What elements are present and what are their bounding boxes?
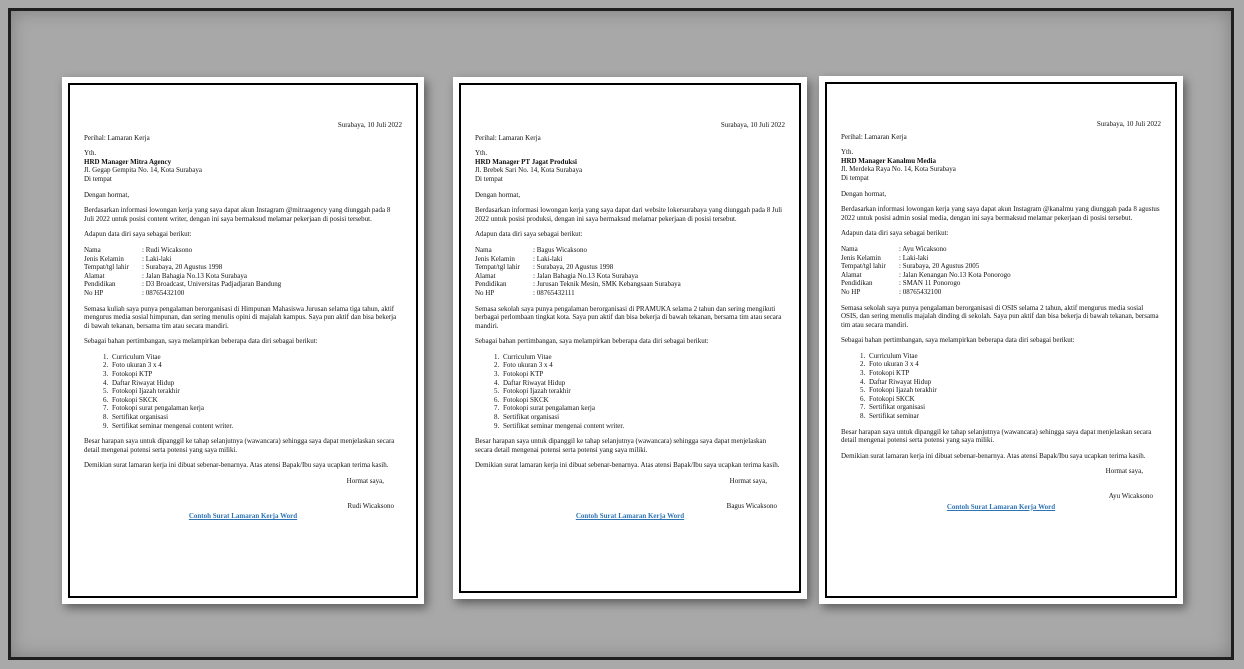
attachment-item: 8. Sertifikat organisasi: [501, 413, 785, 422]
attachment-item: 3. Fotokopi KTP: [501, 370, 785, 379]
experience-paragraph: Semasa sekolah saya punya pengalaman berorganisasi di PRAMUKA selama 2 tahun dan sering mengikuti berbagai perlombaan tingkat kota. Saya pun aktif dan bisa bekerja di bawah tekanan, bersama tim atau secara mandiri.: [475, 304, 782, 330]
data-row: [84, 272, 402, 281]
data-row: [84, 263, 402, 272]
intro-paragraph: Berdasarkan informasi lowongan kerja yang saya dapat dari website lokersurabaya yang diunggah pada 8 Juli 2022 untuk posisi produksi, dengan ini saya bermaksud melamar pekerjaan di posisi tersebut.: [475, 206, 783, 223]
regards: Hormat saya,: [346, 477, 384, 485]
signer-name: Bagus Wicaksono: [726, 501, 777, 510]
data-label: Jenis Kelamin: [475, 254, 515, 263]
letter-page-1: [62, 77, 424, 604]
data-label: Nama: [84, 245, 101, 254]
attachment-item: 3. Fotokopi KTP: [867, 369, 1161, 378]
data-value: : Jurusan Teknik Mesin, SMK Kebangsaan Surabaya: [533, 280, 681, 289]
attachment-item: 9. Sertifikat seminar mengenai content writer.: [501, 422, 785, 431]
attachment-list: [841, 352, 1161, 421]
data-row: [475, 280, 785, 289]
data-label: No HP: [475, 288, 495, 297]
recipient-name: HRD Manager Mitra Agency: [84, 157, 172, 166]
letter-page-3: [819, 76, 1183, 604]
intro-paragraph: Berdasarkan informasi lowongan kerja yang saya dapat akun Instagram @mitraagency yang diunggah pada 8 Juli 2022 untuk posisi content writer, dengan ini saya bermaksud melamar pekerjaan di posisi tersebut.: [84, 206, 391, 223]
hope-paragraph: Besar harapan saya untuk dipanggil ke tahap selanjutnya (wawancara) sehingga saya dapat menjelaskan secara detail mengenai potensi serta potensi yang saya miliki.: [475, 437, 767, 454]
data-row: [84, 246, 402, 255]
attachment-item: 4. Daftar Riwayat Hidup: [110, 379, 402, 388]
data-value: : SMAN 11 Ponorogo: [899, 279, 961, 288]
recipient-place: Di tempat: [84, 174, 112, 183]
data-row: [84, 280, 402, 289]
data-label: Alamat: [841, 270, 862, 279]
attachment-list: [84, 353, 402, 430]
greeting: Dengan hormat,: [84, 190, 130, 199]
attachment-item: 7. Fotokopi surat pengalaman kerja: [501, 404, 785, 413]
data-value: : Ayu Wicaksono: [899, 244, 947, 253]
personal-data: [841, 245, 1161, 297]
attachment-intro: Sebagai bahan pertimbangan, saya melampirkan beberapa data diri sebagai berikut:: [841, 336, 1075, 345]
recipient-salutation: Yth.: [475, 149, 488, 158]
signer-name: Rudi Wicaksono: [347, 501, 394, 510]
data-label: Alamat: [475, 271, 496, 280]
recipient-name: HRD Manager Kanalmu Media: [841, 156, 936, 165]
data-value: : 08765432111: [533, 288, 575, 297]
intro-paragraph: Berdasarkan informasi lowongan kerja yang saya dapat akun Instagram @kanalmu yang diunggah pada 8 agustus 2022 untuk posisi admin sosial media, dengan ini saya bermaksud melamar pekerjaan di posisi tersebut.: [841, 205, 1160, 222]
recipient-address: Jl. Brebek Sari No. 14, Kota Surabaya: [475, 166, 583, 175]
attachment-item: 6. Fotokopi SKCK: [110, 396, 402, 405]
attachment-item: 9. Sertifikat seminar mengenai content writer.: [110, 422, 402, 431]
hope-paragraph: Besar harapan saya untuk dipanggil ke tahap selanjutnya (wawancara) sehingga saya dapat menjelaskan secara detail mengenai potensi serta potensi yang saya miliki.: [84, 437, 395, 454]
letter-border: [825, 82, 1177, 598]
data-value: : Laki-laki: [899, 253, 929, 262]
data-label: Jenis Kelamin: [841, 253, 881, 262]
data-value: : Laki-laki: [142, 254, 172, 263]
data-value: : Jalan Bahagia No.13 Kota Surabaya: [142, 271, 247, 280]
experience-paragraph: Semasa kuliah saya punya pengalaman berorganisasi di Himpunan Mahasiswa Jurusan selama tiga tahun, aktif mengurus media sosial himpunan, dan sering menulis opini di majalah kampus. Saya pun aktif dan bisa bekerja di bawah tekanan, bersama tim atau secara mandiri.: [84, 304, 397, 330]
data-label: Pendidikan: [841, 279, 873, 288]
data-row: [841, 262, 1161, 271]
data-label: Nama: [841, 244, 858, 253]
data-row: [841, 271, 1161, 280]
data-row: [475, 263, 785, 272]
hope-paragraph: Besar harapan saya untuk dipanggil ke tahap selanjutnya (wawancara) sehingga saya dapat menjelaskan secara detail mengenai potensi serta potensi yang saya miliki.: [841, 427, 1152, 445]
attachment-item: 1. Curriculum Vitae: [110, 353, 402, 362]
attachment-item: 6. Fotokopi SKCK: [501, 396, 785, 405]
data-intro: Adapun data diri saya sebagai berikut:: [841, 229, 949, 238]
letter-border: [68, 83, 418, 598]
data-row: [841, 245, 1161, 254]
data-row: [841, 254, 1161, 263]
data-value: : 08765432100: [142, 288, 185, 297]
data-intro: Adapun data diri saya sebagai berikut:: [475, 230, 583, 239]
data-value: : Jalan Kenangan No.13 Kota Ponorogo: [899, 270, 1011, 279]
data-label: Alamat: [84, 271, 105, 280]
attachment-item: 2. Foto ukuran 3 x 4: [501, 361, 785, 370]
data-label: Tempat/tgl lahir: [475, 263, 520, 272]
data-label: Tempat/tgl lahir: [84, 263, 129, 272]
data-value: : Rudi Wicaksono: [142, 245, 193, 254]
attachment-item: 1. Curriculum Vitae: [867, 352, 1161, 361]
attachment-item: 2. Foto ukuran 3 x 4: [110, 361, 402, 370]
recipient-address: Jl. Gegap Gempita No. 14, Kota Surabaya: [84, 166, 202, 175]
attachment-item: 7. Sertifikat organisasi: [867, 403, 1161, 412]
regards: Hormat saya,: [1105, 467, 1143, 476]
data-row: [475, 272, 785, 281]
data-value: : 08765432100: [899, 287, 942, 296]
data-label: No HP: [84, 288, 104, 297]
closing-paragraph: Demikian surat lamaran kerja ini dibuat sebenar-benarnya. Atas atensi Bapak/Ibu saya ucapkan terima kasih.: [475, 461, 780, 470]
letter-subject: Perihal: Lamaran Kerja: [84, 133, 150, 142]
personal-data: [84, 246, 402, 298]
personal-data: [475, 246, 785, 298]
data-value: : Jalan Bahagia No.13 Kota Surabaya: [533, 271, 638, 280]
recipient-place: Di tempat: [841, 173, 869, 182]
letter-page-2: [453, 77, 807, 599]
attachment-intro: Sebagai bahan pertimbangan, saya melampirkan beberapa data diri sebagai berikut:: [84, 337, 318, 346]
data-label: Pendidikan: [84, 280, 116, 289]
signer-name: Ayu Wicaksono: [1108, 492, 1153, 500]
attachment-item: 2. Foto ukuran 3 x 4: [867, 360, 1161, 369]
data-row: [84, 255, 402, 264]
recipient-block: [475, 149, 785, 183]
data-value: : Surabaya, 20 Agustus 1998: [142, 263, 223, 272]
example-link[interactable]: Contoh Surat Lamaran Kerja Word: [946, 502, 1056, 511]
greeting: Dengan hormat,: [841, 189, 887, 198]
letter-border: [459, 83, 801, 593]
attachment-item: 8. Sertifikat organisasi: [110, 413, 402, 422]
greeting: Dengan hormat,: [475, 190, 521, 199]
recipient-block: [84, 149, 402, 183]
closing-paragraph: Demikian surat lamaran kerja ini dibuat sebenar-benarnya. Atas atensi Bapak/Ibu saya ucapkan terima kasih.: [84, 461, 389, 470]
letter-date: Surabaya, 10 Juli 2022: [337, 121, 402, 129]
data-row: [475, 246, 785, 255]
data-value: : Bagus Wicaksono: [533, 245, 588, 254]
attachment-item: 7. Fotokopi surat pengalaman kerja: [110, 404, 402, 413]
attachment-item: 6. Fotokopi SKCK: [867, 395, 1161, 404]
data-label: Nama: [475, 245, 492, 254]
attachment-item: 8. Sertifikat seminar: [867, 412, 1161, 421]
closing-paragraph: Demikian surat lamaran kerja ini dibuat sebenar-benarnya. Atas atensi Bapak/Ibu saya ucapkan terima kasih.: [841, 451, 1146, 460]
attachment-item: 5. Fotokopi Ijazah terakhir: [110, 387, 402, 396]
recipient-salutation: Yth.: [84, 149, 97, 158]
attachment-item: 5. Fotokopi Ijazah terakhir: [867, 386, 1161, 395]
recipient-block: [841, 148, 1161, 182]
recipient-salutation: Yth.: [841, 148, 854, 157]
data-row: [475, 289, 785, 298]
example-link[interactable]: Contoh Surat Lamaran Kerja Word: [575, 512, 685, 521]
data-row: [475, 255, 785, 264]
letter-subject: Perihal: Lamaran Kerja: [475, 133, 541, 142]
attachment-item: 5. Fotokopi Ijazah terakhir: [501, 387, 785, 396]
data-label: Pendidikan: [475, 280, 507, 289]
data-label: Tempat/tgl lahir: [841, 262, 886, 271]
example-link[interactable]: Contoh Surat Lamaran Kerja Word: [188, 512, 298, 521]
data-value: : D3 Broadcast, Universitas Padjadjaran Bandung: [142, 280, 282, 289]
attachment-item: 4. Daftar Riwayat Hidup: [867, 378, 1161, 387]
attachment-intro: Sebagai bahan pertimbangan, saya melampirkan beberapa data diri sebagai berikut:: [475, 337, 709, 346]
regards: Hormat saya,: [729, 477, 767, 485]
experience-paragraph: Semasa sekolah saya punya pengalaman berorganisasi di OSIS selama 2 tahun, aktif mengurus media sosial OSIS, dan sering menulis majalah dinding di sekolah. Saya pun aktif dan bisa bekerja di bawah tekanan, bersama tim atau secara mandiri.: [841, 303, 1159, 329]
data-label: No HP: [841, 287, 861, 296]
data-row: [841, 288, 1161, 297]
letter-subject: Perihal: Lamaran Kerja: [841, 132, 907, 141]
attachment-item: 1. Curriculum Vitae: [501, 353, 785, 362]
recipient-address: Jl. Merdeka Raya No. 14, Kota Surabaya: [841, 165, 956, 174]
data-value: : Surabaya, 20 Agustus 1998: [533, 263, 614, 272]
letter-date: Surabaya, 10 Juli 2022: [720, 121, 785, 129]
data-intro: Adapun data diri saya sebagai berikut:: [84, 230, 192, 239]
data-value: : Laki-laki: [533, 254, 563, 263]
recipient-name: HRD Manager PT Jagat Produksi: [475, 157, 577, 166]
attachment-list: [475, 353, 785, 430]
recipient-place: Di tempat: [475, 174, 503, 183]
data-label: Jenis Kelamin: [84, 254, 124, 263]
data-row: [841, 279, 1161, 288]
letter-date: Surabaya, 10 Juli 2022: [1096, 120, 1161, 128]
data-row: [84, 289, 402, 298]
attachment-item: 3. Fotokopi KTP: [110, 370, 402, 379]
data-value: : Surabaya, 20 Agustus 2005: [899, 262, 980, 271]
attachment-item: 4. Daftar Riwayat Hidup: [501, 379, 785, 388]
